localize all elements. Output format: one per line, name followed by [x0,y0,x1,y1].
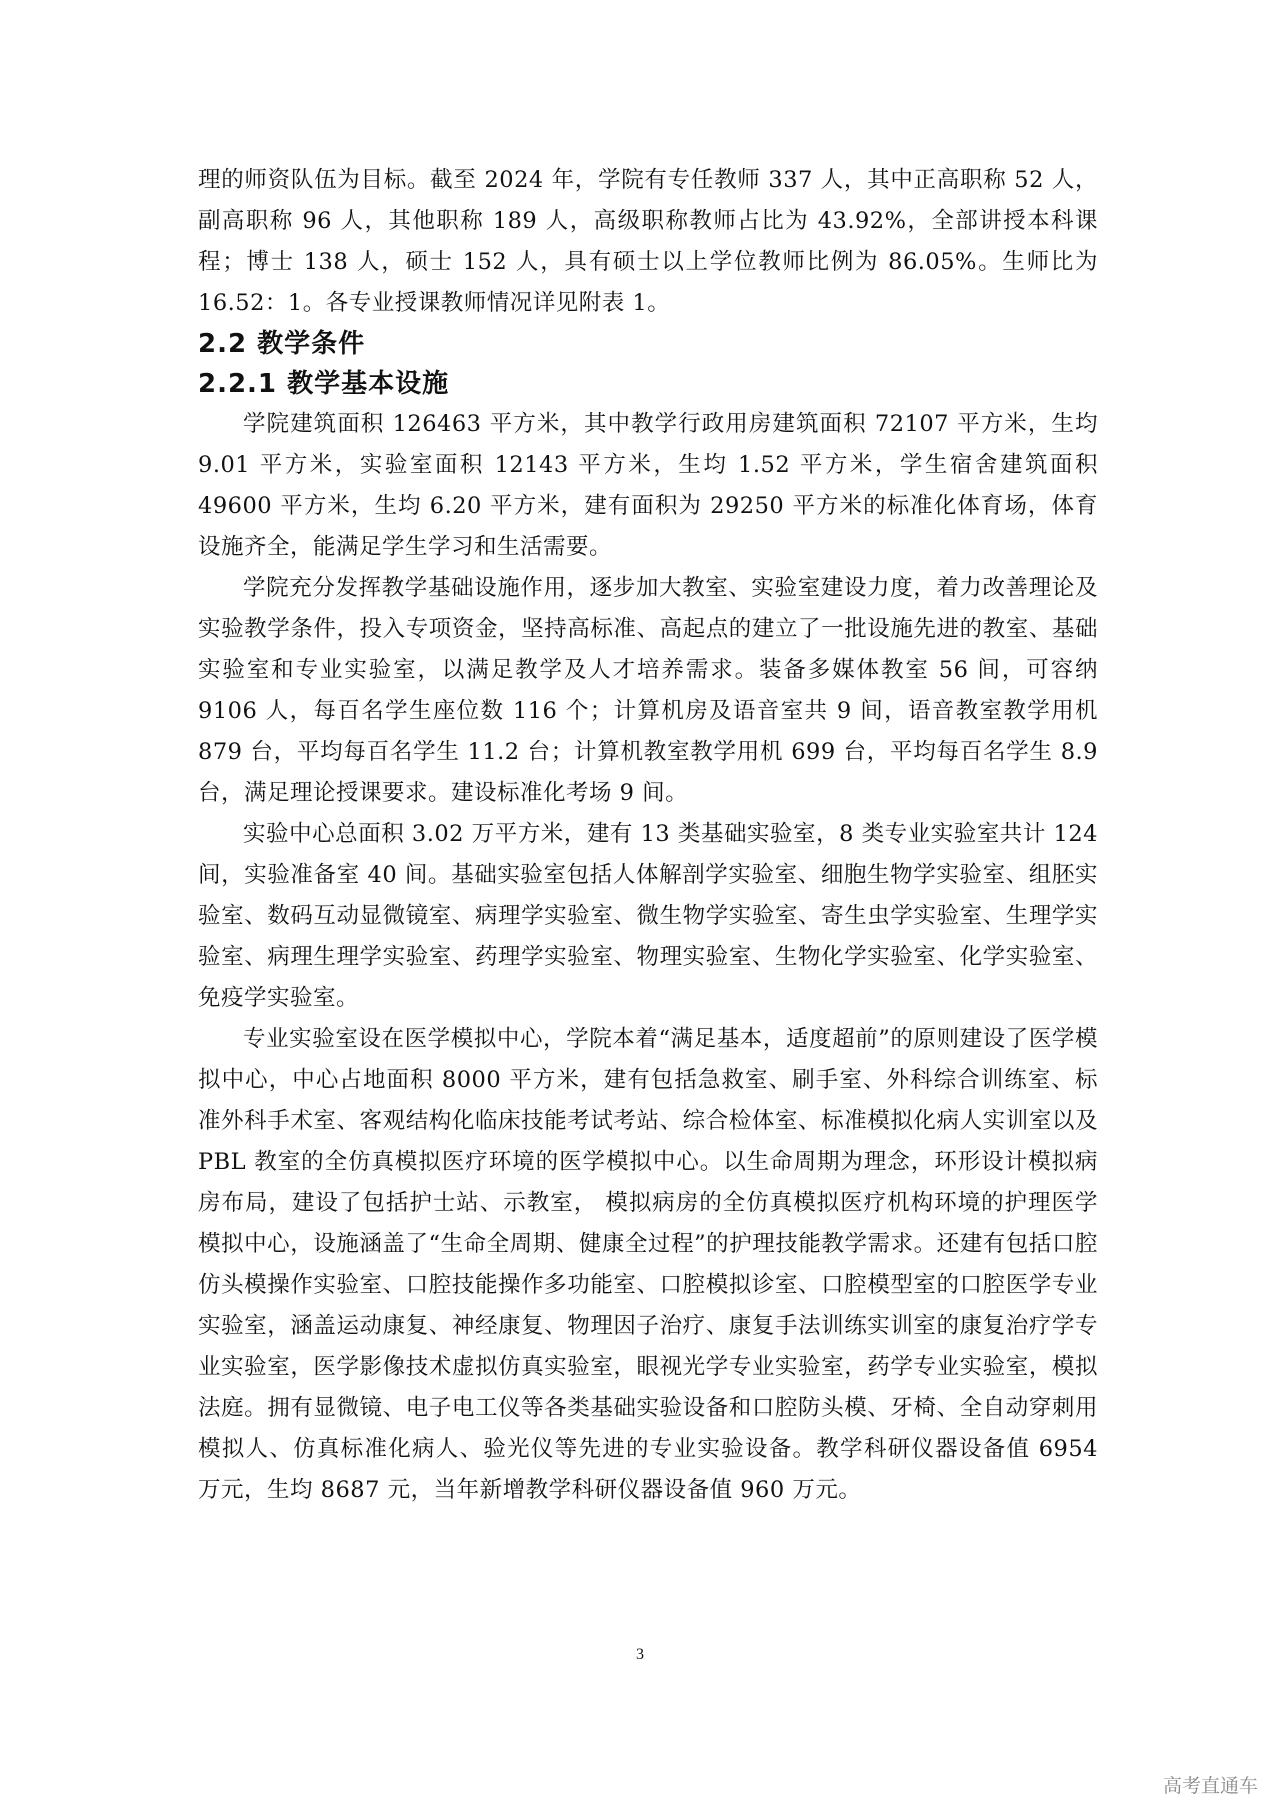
document-body [198,160,1098,1511]
page-number: 3 [636,1646,644,1663]
paragraph-lab-center: 实验中心总面积 3.02 万平方米，建有 13 类基础实验室，8 类专业实验室共计 124 间，实验准备室 40 间。基础实验室包括人体解剖学实验室、细胞生物学实验室、组胚实验室、数码互动显微镜室、病理学实验室、微生物学实验室、寄生虫学实验室、生理学实验室、病理生理学实验室、药理学实验室、物理实验室、生物化学实验室、化学实验室、免疫学实验室。 [198,821,1098,1011]
paragraph-building-area: 学院建筑面积 126463 平方米，其中教学行政用房建筑面积 72107 平方米，生均 9.01 平方米，实验室面积 12143 平方米，生均 1.52 平方米，学生宿舍建筑面积 49600 平方米，生均 6.20 平方米，建有面积为 29250 平方米的标准化体育场，体育设施齐全，能满足学生学习和生活需要。 [198,411,1098,560]
paragraph-faculty: 理的师资队伍为目标。截至 2024 年，学院有专任教师 337 人，其中正高职称 52 人，副高职称 96 人，其他职称 189 人，高级职称教师占比为 43.92%，全部讲授本科课程；博士 138 人，硕士 152 人，具有硕士以上学位教师比例为 86.05%。生师比为 16.52：1。各专业授课教师情况详见附表 1。 [198,167,1098,316]
paragraph-classrooms: 学院充分发挥教学基础设施作用，逐步加大教室、实验室建设力度，着力改善理论及实验教学条件，投入专项资金，坚持高标准、高起点的建立了一批设施先进的教室、基础实验室和专业实验室，以满足教学及人才培养需求。装备多媒体教室 56 间，可容纳 9106 人，每百名学生座位数 116 个；计算机房及语音室共 9 间，语音教室教学用机 879 台，平均每百名学生 11.2 台；计算机教室教学用机 699 台，平均每百名学生 8.9 台，满足理论授课要求。建设标准化考场 9 间。 [198,575,1098,806]
subsection-heading: 2.2.1 教学基本设施 [198,369,450,399]
paragraph-simulation-center: 专业实验室设在医学模拟中心，学院本着“满足基本，适度超前”的原则建设了医学模拟中心，中心占地面积 8000 平方米，建有包括急救室、刷手室、外科综合训练室、标准外科手术室、客观结构化临床技能考试考站、综合检体室、标准模拟化病人实训室以及 PBL 教室的全仿真模拟医疗环境的医学模拟中心。以生命周期为理念，环形设计模拟病房布局，建设了包括护士站、示教室， 模拟病房的全仿真模拟医疗机构环境的护理医学模拟中心，设施涵盖了“生命全周期、健康全过程”的护理技能教学需求。还建有包括口腔仿头模操作实验室、口腔技能操作多功能室、口腔模拟诊室、口腔模型室的口腔医学专业实验室，涵盖运动康复、神经康复、物理因子治疗、康复手法训练实训室的康复治疗学专业实验室，医学影像技术虚拟仿真实验室，眼视光学专业实验室，药学专业实验室，模拟法庭。拥有显微镜、电子电工仪等各类基础实验设备和口腔防头模、牙椅、全自动穿刺用模拟人、仿真标准化病人、验光仪等先进的专业实验设备。教学科研仪器设备值 6954 万元，生均 8687 元，当年新增教学科研仪器设备值 960 万元。 [198,1026,1098,1503]
section-heading: 2.2 教学条件 [198,329,366,359]
watermark-text: 高考直通车 [1162,1775,1258,1797]
